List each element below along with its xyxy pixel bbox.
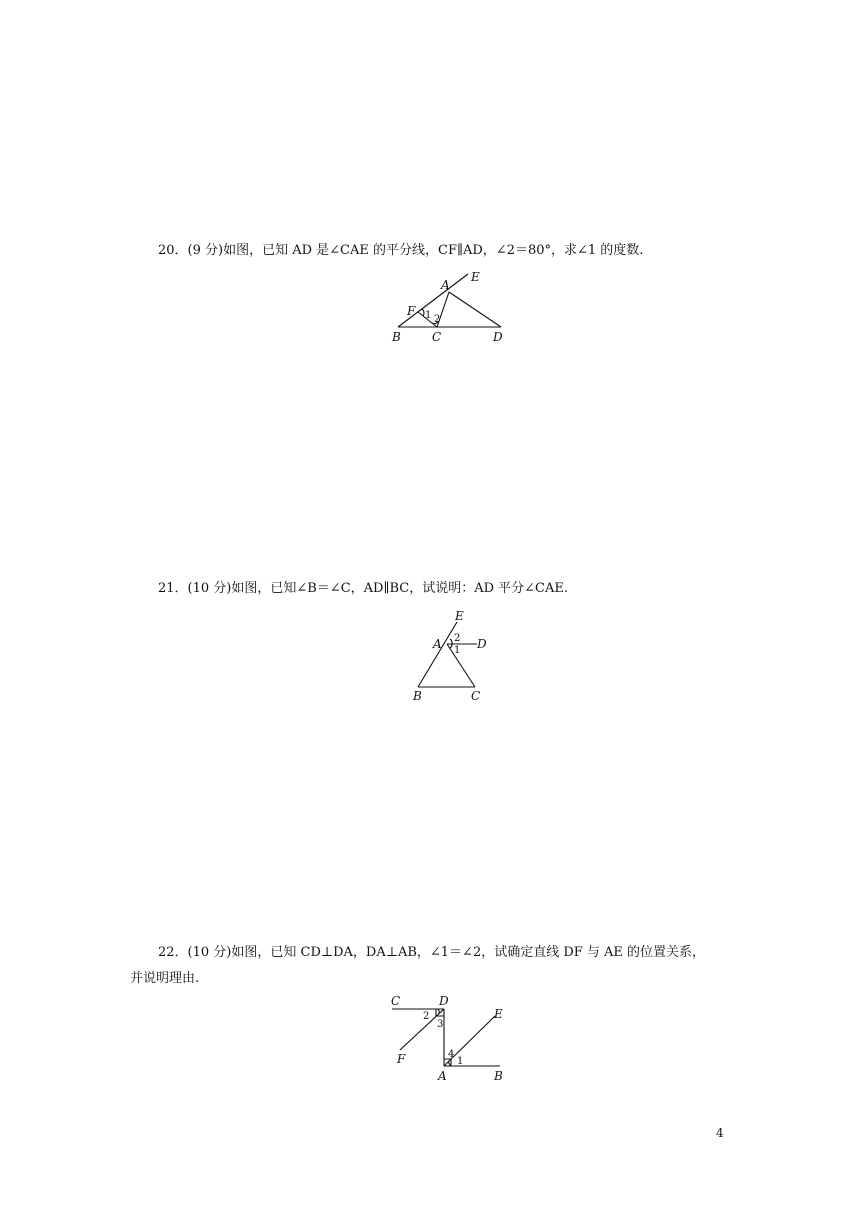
label-a: A [441,278,450,292]
segment-ad [449,292,501,327]
label-e: E [494,1007,503,1021]
figure-q20 [385,265,515,350]
label-b: B [413,689,422,703]
angle-label-1: 1 [454,645,461,656]
label-c: C [471,689,481,703]
label-d: D [477,637,487,651]
label-f: F [407,304,416,318]
angle-label-3: 3 [437,1019,444,1030]
figure-q21 [405,605,500,705]
angle-label-4: 4 [448,1049,455,1060]
ray-be [398,274,468,327]
angle-label-1: 1 [457,1056,464,1067]
label-e: E [455,609,464,623]
label-e: E [471,270,480,284]
page-number: 4 [716,1126,724,1140]
label-c: C [391,994,401,1008]
ray-be [418,622,457,687]
angle-arc-1 [450,644,452,648]
label-a: A [433,637,442,651]
angle-arc-2 [450,639,452,644]
question-text: ．(9 分)如图，已知 AD 是∠CAE 的平分线，CF∥AD，∠2＝80°，求∠1 的度数. [174,243,644,258]
question-22-continued [130,966,199,992]
question-number: 20 [158,243,175,258]
figure-q22 [380,990,510,1085]
label-f: F [397,1052,406,1066]
label-b: B [494,1069,503,1083]
question-text-line2: 并说明理由. [130,971,200,986]
angle-arc-1 [448,1062,450,1066]
label-d: D [439,994,449,1008]
question-22 [158,940,705,966]
angle-label-2: 2 [423,1011,430,1022]
segment-ac [447,644,475,687]
question-21 [158,576,568,602]
question-text-line1: ．(10 分)如图，已知 CD⊥DA，DA⊥AB，∠1＝∠2，试确定直线 DF 与 AE 的位置关系， [174,945,706,960]
label-c: C [432,330,442,344]
angle-label-2: 2 [434,314,441,325]
question-number: 22 [158,945,175,960]
label-d: D [493,330,503,344]
question-text: ．(10 分)如图，已知∠B＝∠C，AD∥BC，试说明：AD 平分∠CAE. [174,581,569,596]
question-number: 21 [158,581,175,596]
label-b: B [392,330,401,344]
angle-label-1: 1 [425,310,432,321]
angle-label-2: 2 [454,633,461,644]
question-20 [158,238,643,264]
label-a: A [438,1069,447,1083]
angle-arc-2 [438,1009,439,1014]
